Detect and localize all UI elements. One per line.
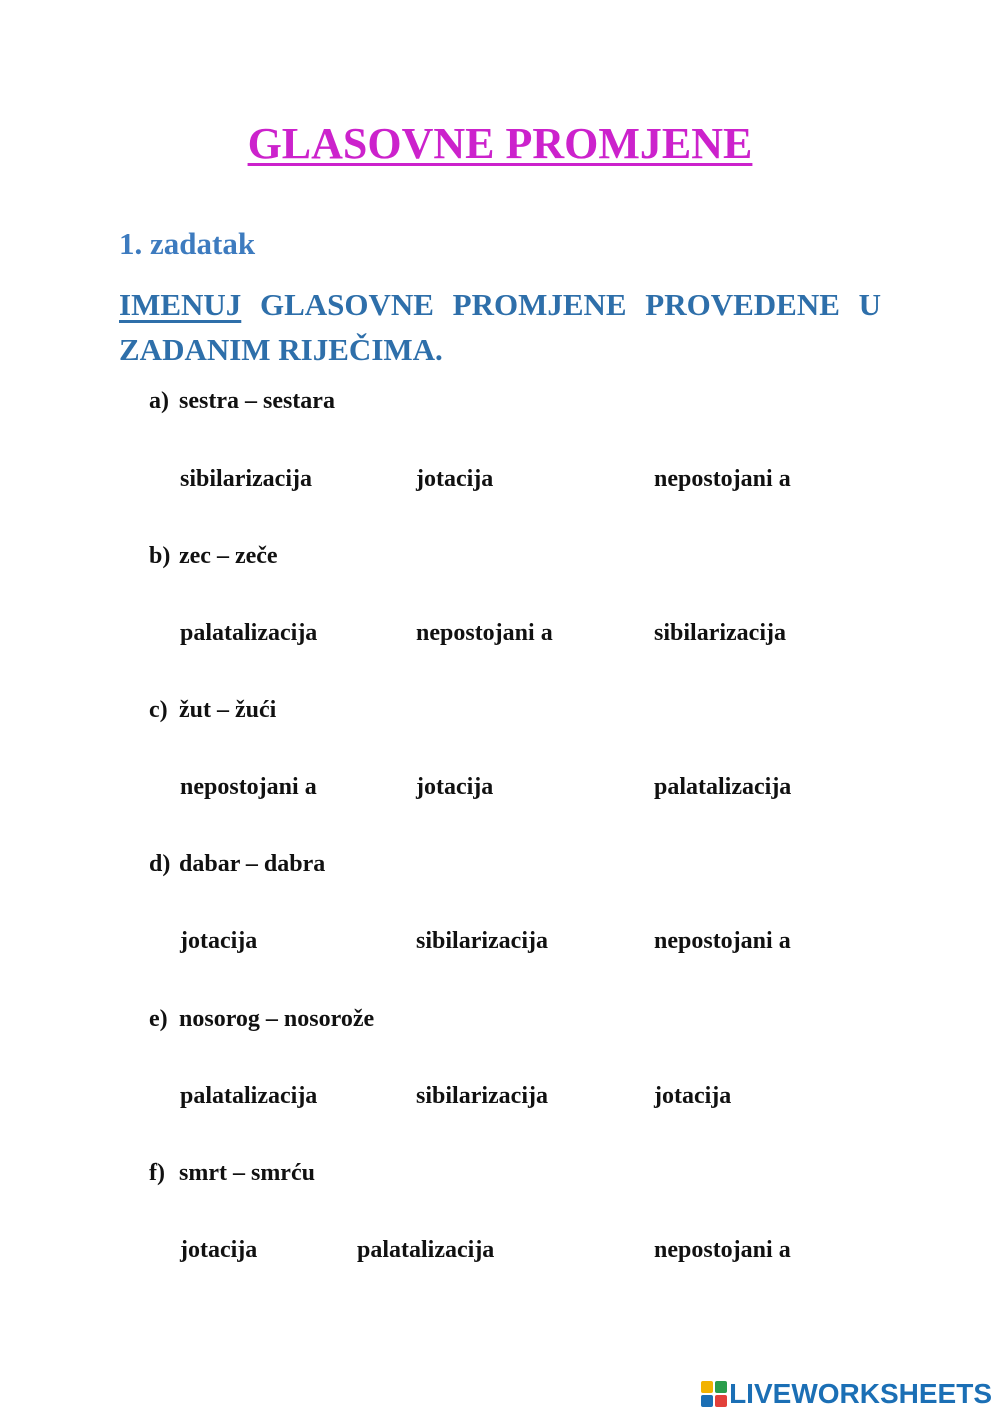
option-b-2[interactable]: nepostojani a (416, 620, 553, 646)
task-instruction (119, 282, 881, 372)
page-title-text: GLASOVNE PROMJENE (247, 119, 753, 168)
item-letter: c) (149, 697, 168, 723)
option-c-1[interactable]: nepostojani a (180, 774, 317, 800)
option-f-3[interactable]: nepostojani a (654, 1237, 791, 1263)
liveworksheets-logo-icon (701, 1381, 727, 1407)
option-a-2[interactable]: jotacija (416, 466, 494, 492)
item-words: nosorog – nosorože (179, 1006, 375, 1032)
option-b-3[interactable]: sibilarizacija (654, 620, 786, 646)
option-a-1[interactable]: sibilarizacija (180, 466, 312, 492)
item-words: sestra – sestara (179, 388, 335, 414)
option-a-3[interactable]: nepostojani a (654, 466, 791, 492)
option-e-3[interactable]: jotacija (654, 1083, 732, 1109)
item-words: zec – zeče (179, 543, 278, 569)
option-c-3[interactable]: palatalizacija (654, 774, 792, 800)
option-d-2[interactable]: sibilarizacija (416, 928, 548, 954)
option-d-1[interactable]: jotacija (180, 928, 258, 954)
option-b-1[interactable]: palatalizacija (180, 620, 318, 646)
item-words: smrt – smrću (179, 1160, 315, 1186)
page-title (0, 118, 1000, 169)
item-b (149, 543, 278, 570)
item-words: žut – žući (179, 697, 277, 723)
item-letter: a) (149, 388, 169, 414)
logo-text: LIVEWORKSHEETS (729, 1378, 992, 1409)
item-letter: f) (149, 1160, 165, 1186)
option-e-1[interactable]: palatalizacija (180, 1083, 318, 1109)
item-words: dabar – dabra (179, 851, 326, 877)
item-a (149, 388, 335, 415)
option-e-2[interactable]: sibilarizacija (416, 1083, 548, 1109)
option-c-2[interactable]: jotacija (416, 774, 494, 800)
option-f-1[interactable]: jotacija (180, 1237, 258, 1263)
item-e (149, 1006, 374, 1033)
option-d-3[interactable]: nepostojani a (654, 928, 791, 954)
item-d (149, 851, 325, 878)
item-letter: d) (149, 851, 171, 877)
item-c (149, 697, 276, 724)
instruction-verb: IMENUJ (119, 287, 242, 322)
instruction-rest: GLASOVNE PROMJENE PROVEDENE U ZADANIM RIJEČIMA. (119, 287, 882, 367)
option-f-2[interactable]: palatalizacija (357, 1237, 495, 1263)
task-label: 1. zadatak (119, 226, 256, 261)
item-letter: e) (149, 1006, 168, 1032)
item-letter: b) (149, 543, 171, 569)
liveworksheets-logo (701, 1378, 992, 1410)
item-f (149, 1160, 315, 1187)
